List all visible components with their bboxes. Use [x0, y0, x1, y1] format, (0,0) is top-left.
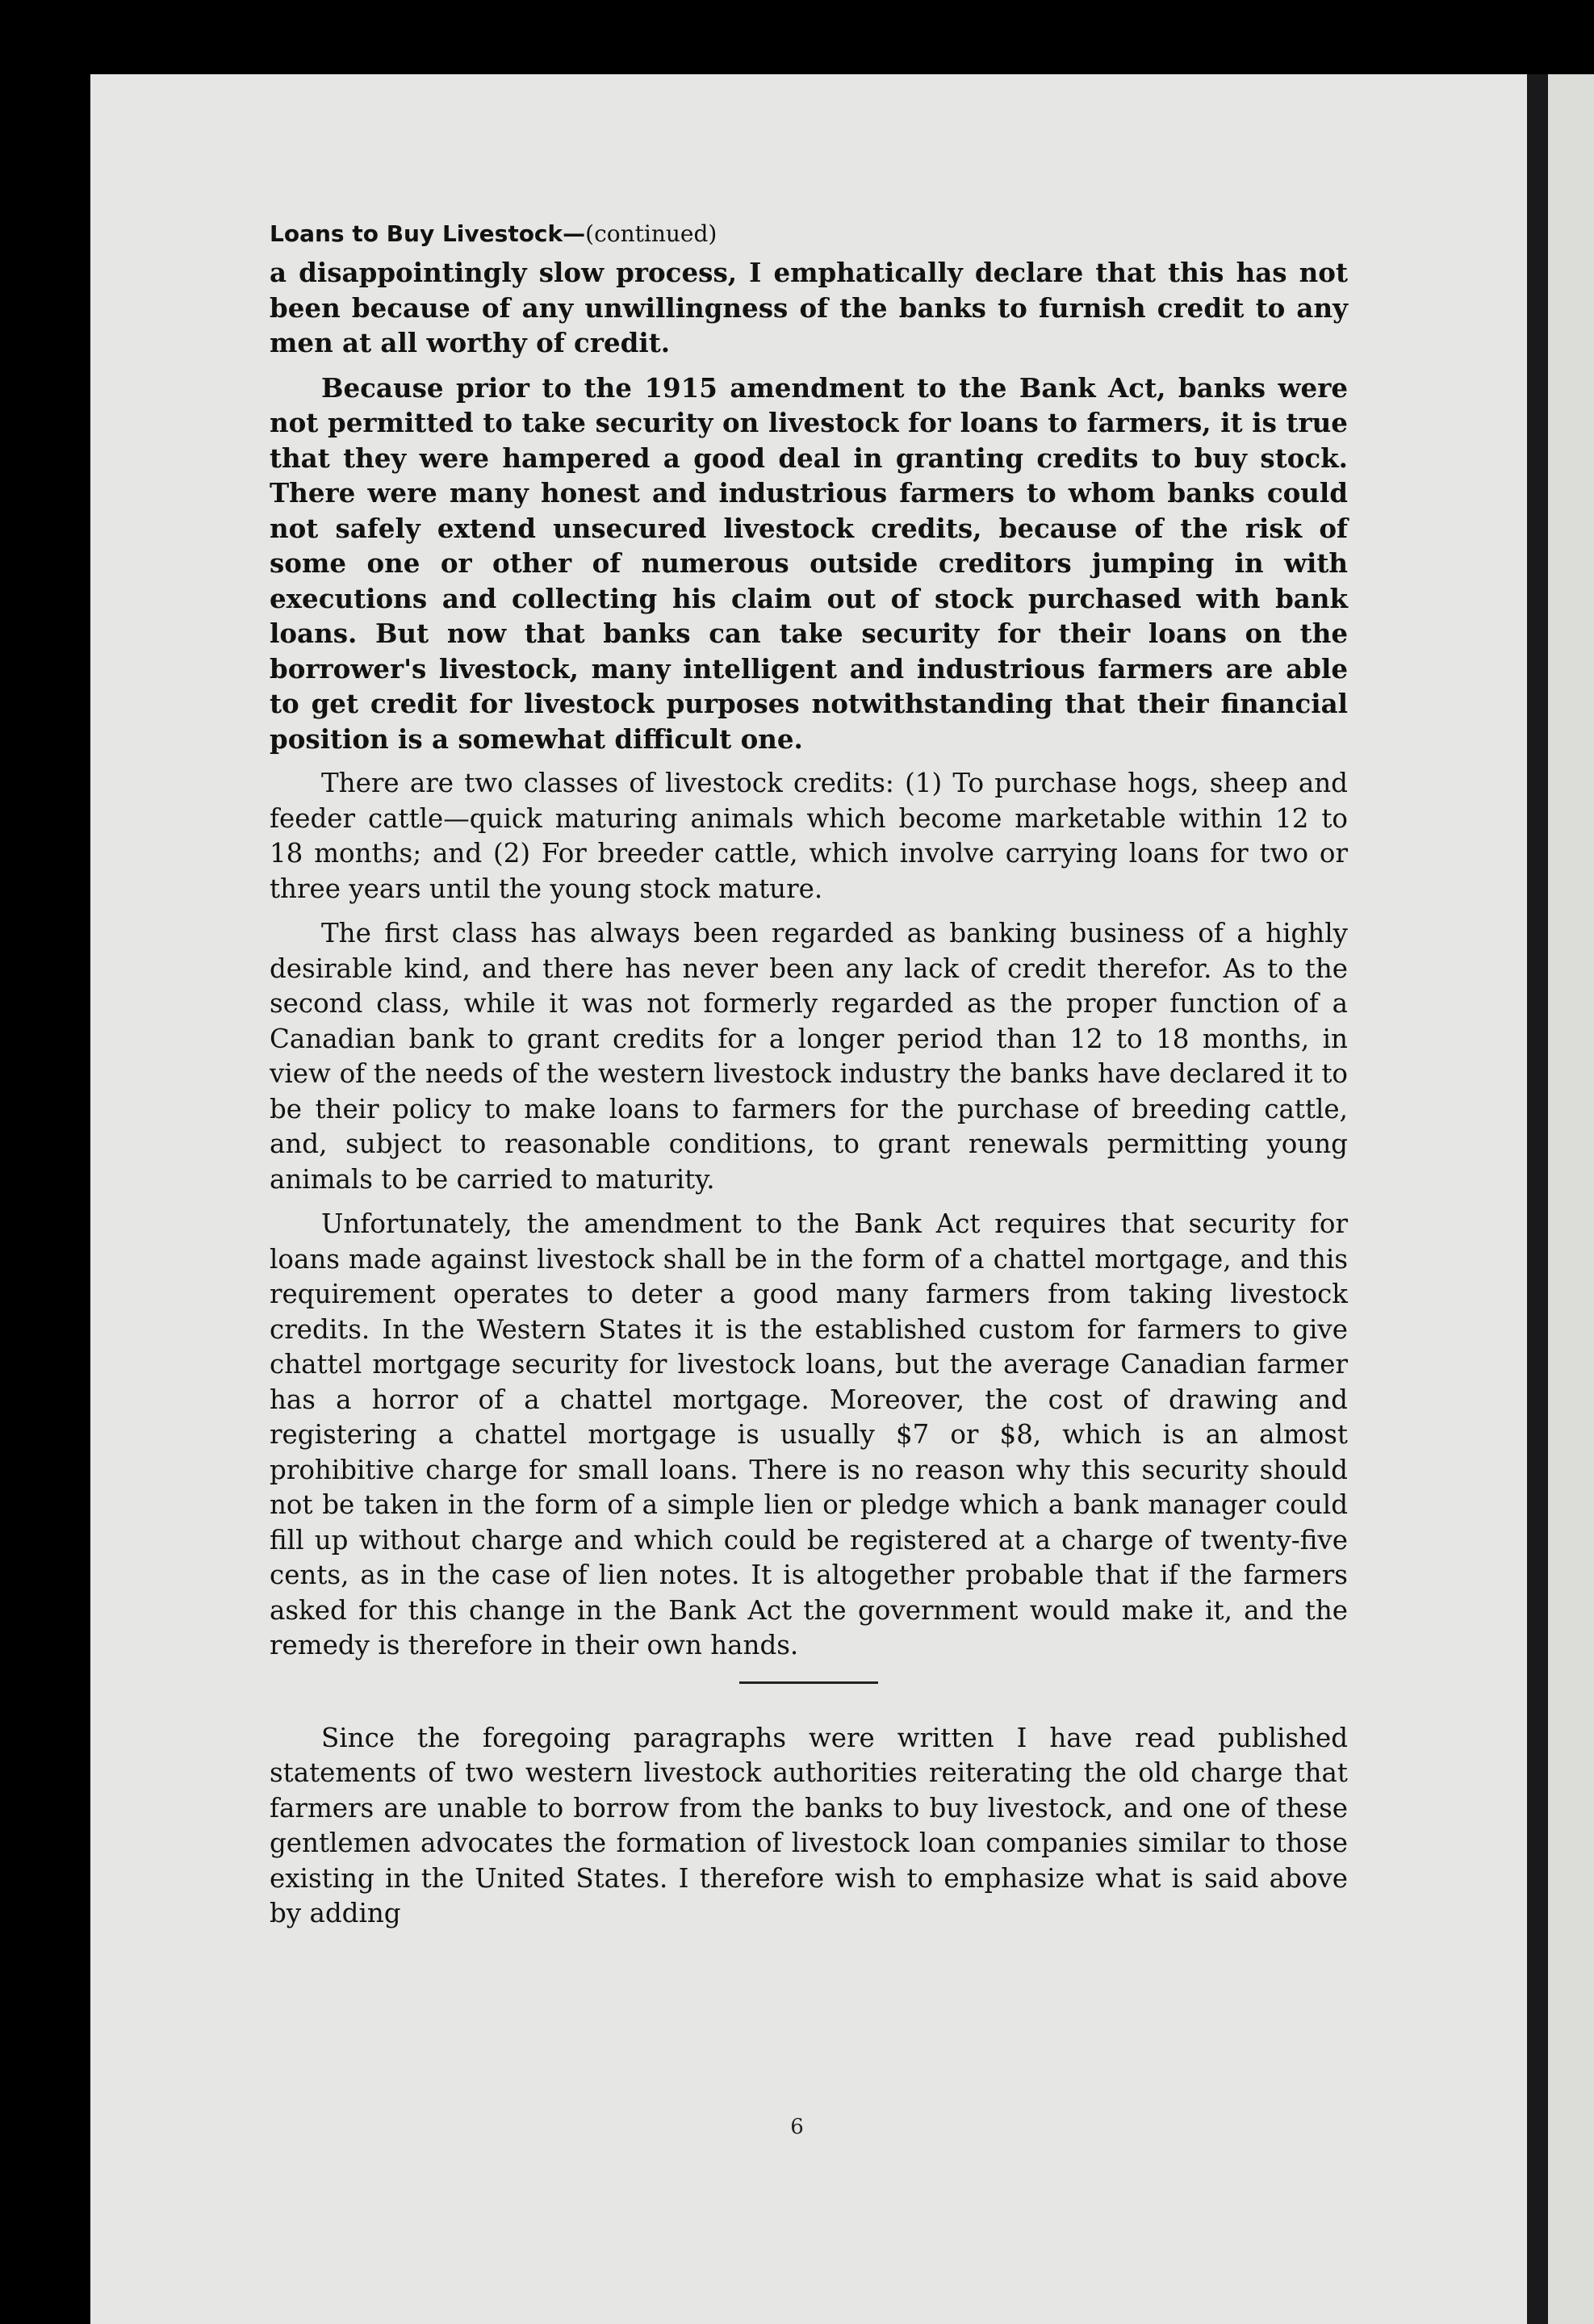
text-block [270, 216, 1348, 1941]
paragraph-6: Since the foregoing paragraphs were written I have read published statements of two western livestock authorities reiterating the old charge that farmers are unable to borrow from the banks to buy livestock, and one of these gentlemen advocates the formation of livestock loan companies similar to those existing in the United States. I therefore wish to emphasize what is said above by adding [270, 1722, 1348, 1928]
section-divider [739, 1681, 878, 1684]
paragraph-3: There are two classes of livestock credits: (1) To purchase hogs, sheep and feeder cattle—quick maturing animals which become marketable within 12 to 18 months; and (2) For breeder cattle, which involve carrying loans for two or three years until the young stock mature. [270, 768, 1348, 904]
paragraph-5: Unfortunately, the amendment to the Bank Act requires that security for loans made against livestock shall be in the form of a chattel mortgage, and this requirement operates to deter a good many farmers from taking livestock credits. In the Western States it is the established custom for farmers to give chattel mortgage security for livestock loans, but the average Canadian farmer has a horror of a chattel mortgage. Moreover, the cost of drawing and registering a chattel mortgage is usually $7 or $8, which is an almost prohibitive charge for small loans. There is no reason why this security should not be taken in the form of a simple lien or pledge which a bank manager could fill up without charge and which could be registered at a charge of twenty-five cents, as in the case of lien notes. It is altogether probable that if the farmers asked for this change in the Bank Act the government would make it, and the remedy is therefore in their own hands. [270, 1208, 1348, 1660]
paragraph-4: The first class has always been regarded as banking business of a highly desirable kind, and there has never been any lack of credit therefor. As to the second class, while it was not formerly regarded as the proper function of a Canadian bank to grant credits for a longer period than 12 to 18 months, in view of the needs of the western livestock industry the banks have declared it to be their policy to make loans to farmers for the purchase of breeding cattle, and, subject to reasonable conditions, to grant renewals permitting young animals to be carried to maturity. [270, 918, 1348, 1195]
running-head-title: Loans to Buy Livestock— [270, 220, 586, 247]
adjacent-page-sliver [1548, 74, 1594, 2324]
running-head [270, 216, 1348, 252]
paragraph-2: Because prior to the 1915 amendment to the Bank Act, banks were not permitted to take security on livestock for loans to farmers, it is true that they were hampered a good deal in granting credits to buy stock. There were many honest and industrious farmers to whom banks could not safely extend unsecured livestock credits, because of the risk of some one or other of numerous outside creditors jumping in with executions and collecting his claim out of stock purchased with bank loans. But now that banks can take security for their loans on the borrower's livestock, many intelligent and industrious farmers are able to get credit for livestock purposes notwithstanding that their financial position is a somewhat difficult one. [270, 371, 1348, 755]
running-head-continued: (continued) [585, 220, 718, 247]
page-number: 6 [790, 2115, 804, 2139]
page-edge [1527, 74, 1548, 2324]
paragraph-1: a disappointingly slow process, I emphatically declare that this has not been because of any unwillingness of the banks to furnish credit to any men at all worthy of credit. [270, 257, 1348, 358]
